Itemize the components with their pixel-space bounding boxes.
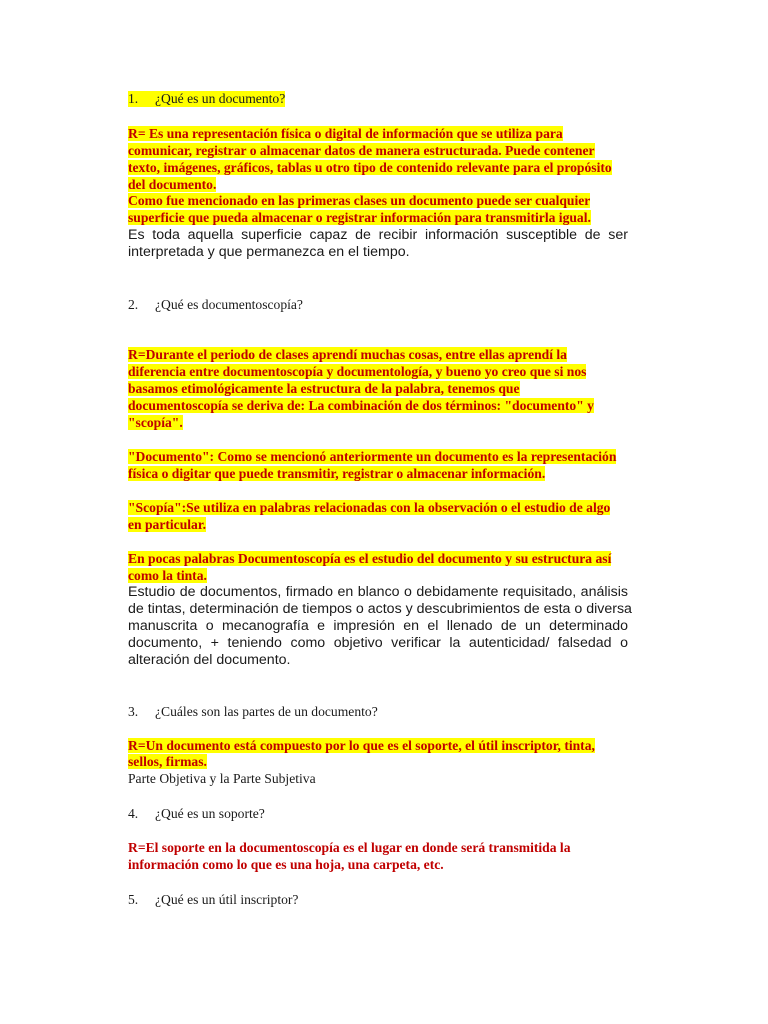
note-2-line-2: de tintas, determinación de tiempos o actos y descubrimientos de esta o diversa [128,601,632,617]
answer-2-p4-line-1 [128,551,611,567]
answer-text: sellos, firmas. [128,754,207,769]
answer-2-p2-line-2 [128,466,545,482]
note-3: Parte Objetiva y la Parte Subjetiva [128,771,316,786]
note-2-line-4: documento, + teniendo como objetivo verificar la autenticidad/ falsedad o [128,635,628,651]
answer-2-p2-line-1 [128,449,616,465]
answer-text: "scopía". [128,415,183,430]
answer-text: R=Durante el periodo de clases aprendí muchas cosas, entre ellas aprendí la [128,347,567,362]
answer-text: del documento. [128,177,217,192]
note-2-line-3: manuscrita o mecanografía e impresión en el llenado de un determinado [128,618,628,634]
answer-1-line-2 [128,143,595,159]
answer-text: En pocas palabras Documentoscopía es el estudio del documento y su estructura así [128,551,612,566]
answer-3-line-2 [128,754,207,770]
question-text: ¿Qué es un soporte? [155,806,265,821]
answer-1-line-1 [128,126,563,142]
answer-2-p1-line-4 [128,398,594,414]
answer-text: en particular. [128,517,207,532]
question-1 [128,91,285,107]
answer-4-line-1: R=El soporte en la documentoscopía es el lugar en donde será transmitida la [128,840,571,855]
answer-1-line-4 [128,177,216,193]
answer-1-line-6 [128,210,591,226]
question-text: ¿Qué es documentoscopía? [155,297,303,312]
answer-text: basamos etimológicamente la estructura de la palabra, tenemos que [128,381,520,396]
answer-text: física o digitar que puede transmitir, registrar o almacenar información. [128,466,546,481]
question-number: 3. [128,704,139,719]
note-1-line-1: Es toda aquella superficie capaz de recibir información susceptible de ser [128,227,628,243]
question-number: 2. [128,297,139,312]
question-number: 5. [128,892,139,907]
question-4 [128,806,265,822]
answer-text: texto, imágenes, gráficos, tablas u otro tipo de contenido relevante para el propósito [128,160,612,175]
answer-text: diferencia entre documentoscopía y documentología, y bueno yo creo que si nos [128,364,587,379]
question-number: 1. [128,91,139,106]
answer-2-p3-line-1 [128,500,610,516]
question-2 [128,297,303,313]
answer-2-p1-line-1 [128,347,567,363]
answer-2-p3-line-2 [128,517,206,533]
answer-3-line-1 [128,738,595,754]
answer-text: documentoscopía se deriva de: La combinación de dos términos: "documento" y [128,398,594,413]
answer-text: R=Un documento está compuesto por lo que es el soporte, el útil inscriptor, tinta, [128,738,595,753]
note-2-line-1: Estudio de documentos, firmado en blanco o debidamente requisitado, análisis [128,584,628,600]
answer-2-p1-line-5 [128,415,183,431]
question-text: ¿Cuáles son las partes de un documento? [155,704,378,719]
question-text: ¿Qué es un documento? [155,91,286,106]
answer-2-p1-line-3 [128,381,520,397]
question-number: 4. [128,806,139,821]
answer-text: Como fue mencionado en las primeras clases un documento puede ser cualquier [128,193,591,208]
answer-text: "Documento": Como se mencionó anteriormente un documento es la representación [128,449,617,464]
answer-4-line-2: información como lo que es una hoja, una carpeta, etc. [128,857,444,872]
question-5 [128,892,298,908]
note-2-line-5: alteración del documento. [128,652,291,668]
answer-text: comunicar, registrar o almacenar datos de manera estructurada. Puede contener [128,143,595,158]
answer-1-line-3 [128,160,612,176]
answer-text: "Scopía":Se utiliza en palabras relacionadas con la observación o el estudio de algo [128,500,611,515]
answer-text: R= Es una representación física o digital de información que se utiliza para [128,126,563,141]
answer-2-p1-line-2 [128,364,586,380]
note-1-line-2: interpretada y que permanezca en el tiempo. [128,244,410,260]
answer-1-line-5 [128,193,590,209]
question-text: ¿Qué es un útil inscriptor? [155,892,299,907]
answer-text: como la tinta. [128,568,207,583]
answer-text: superficie que pueda almacenar o registrar información para transmitirla igual. [128,210,591,225]
question-3 [128,704,378,720]
answer-2-p4-line-2 [128,568,207,584]
